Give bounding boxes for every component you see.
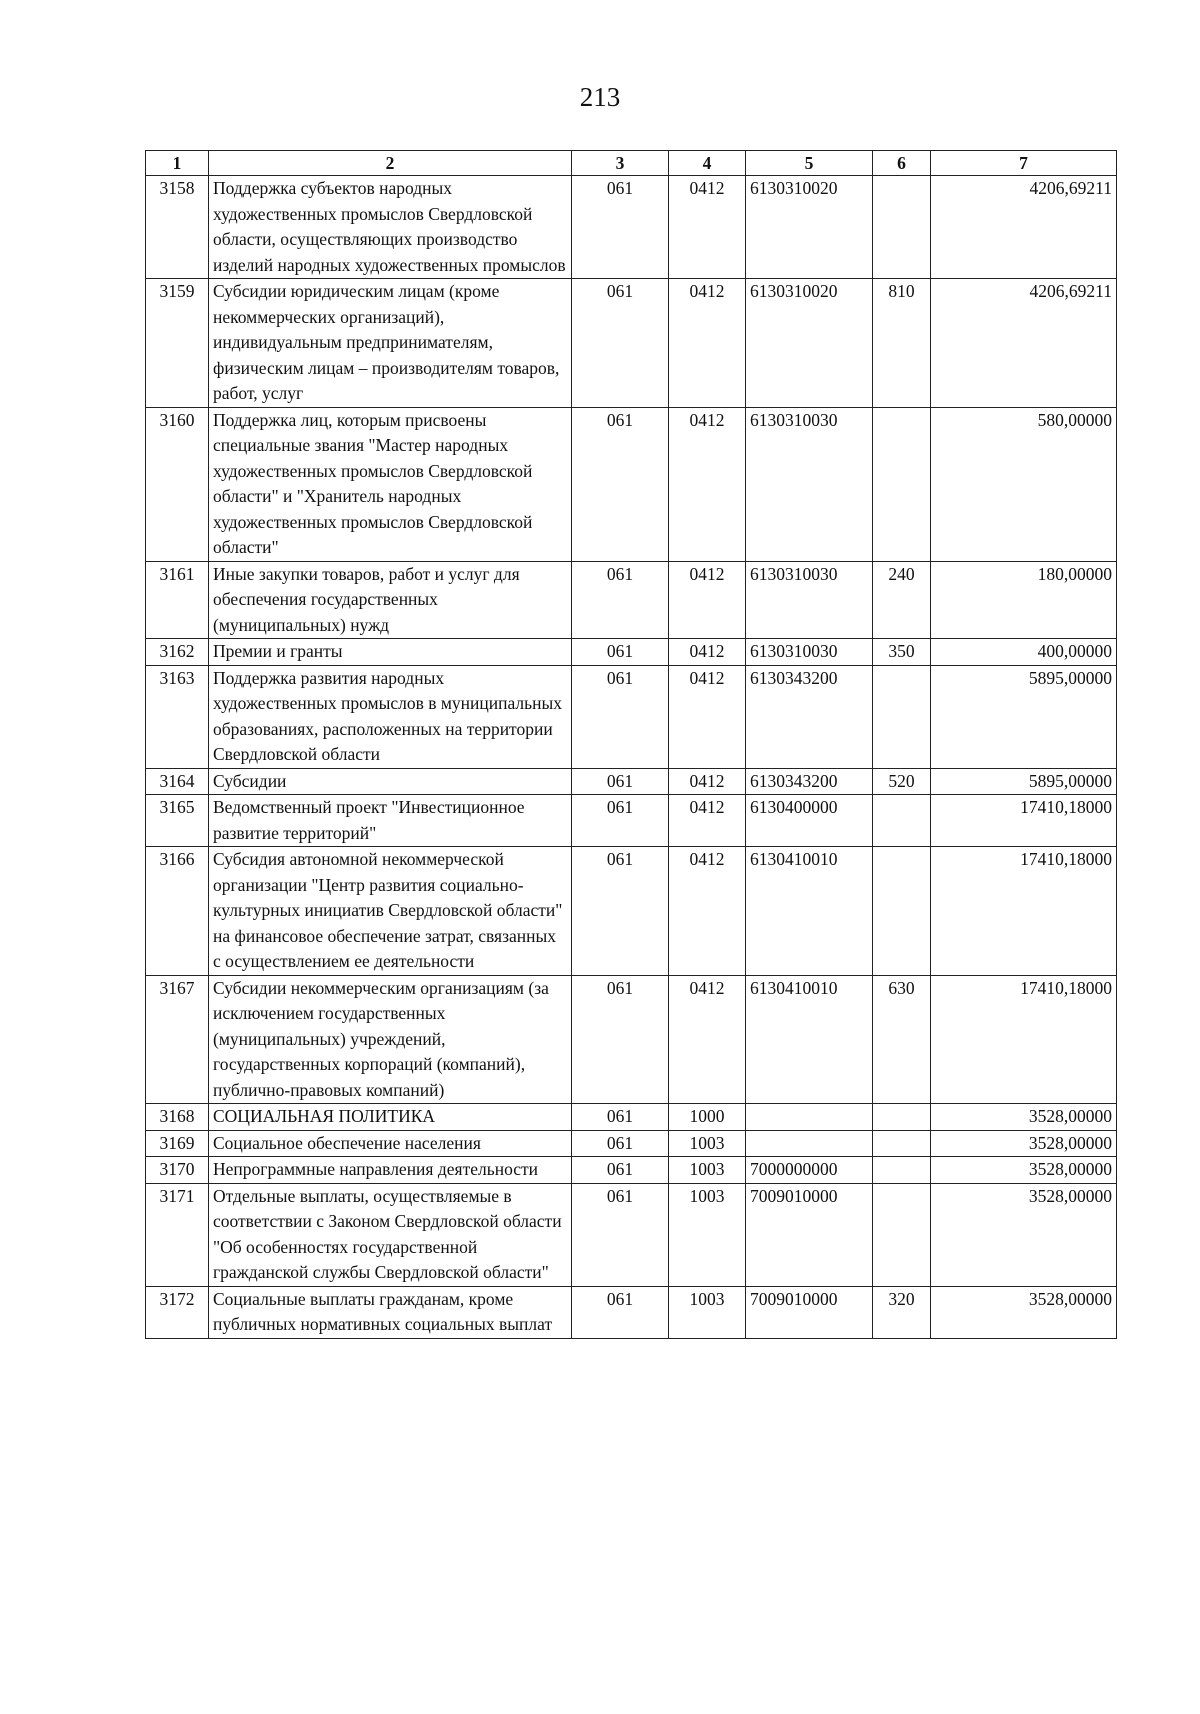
column-header: 5 (746, 151, 873, 176)
budget-table (145, 150, 1117, 1339)
row-name: Ведомственный проект "Инвестиционное развитие территорий" (209, 795, 572, 847)
row-name: Непрограммные направления деятельности (209, 1157, 572, 1184)
row-number: 3165 (146, 795, 209, 847)
table-row (146, 795, 1117, 847)
row-number: 3170 (146, 1157, 209, 1184)
table-row (146, 561, 1117, 639)
amount-value: 180,00000 (931, 561, 1117, 639)
amount-value: 17410,18000 (931, 847, 1117, 976)
expense-type-code (873, 176, 931, 279)
row-name: Поддержка субъектов народных художественных промыслов Свердловской области, осуществляющих производство изделий народных художественных промыслов (209, 176, 572, 279)
amount-value: 5895,00000 (931, 768, 1117, 795)
target-article-code: 6130343200 (746, 768, 873, 795)
section-code: 0412 (669, 975, 746, 1104)
table-row (146, 847, 1117, 976)
table-row (146, 176, 1117, 279)
target-article-code: 7000000000 (746, 1157, 873, 1184)
ministry-code: 061 (572, 561, 669, 639)
table-row (146, 1183, 1117, 1286)
column-header: 6 (873, 151, 931, 176)
expense-type-code (873, 847, 931, 976)
expense-type-code: 810 (873, 279, 931, 408)
row-number: 3161 (146, 561, 209, 639)
ministry-code: 061 (572, 176, 669, 279)
expense-type-code: 320 (873, 1286, 931, 1338)
target-article-code: 6130343200 (746, 665, 873, 768)
ministry-code: 061 (572, 1157, 669, 1184)
section-code: 0412 (669, 561, 746, 639)
target-article-code: 6130310020 (746, 176, 873, 279)
amount-value: 4206,69211 (931, 176, 1117, 279)
row-number: 3171 (146, 1183, 209, 1286)
row-number: 3159 (146, 279, 209, 408)
ministry-code: 061 (572, 279, 669, 408)
table-body (146, 176, 1117, 1339)
expense-type-code (873, 407, 931, 561)
section-code: 0412 (669, 847, 746, 976)
row-name: Поддержка развития народных художественных промыслов в муниципальных образованиях, расположенных на территории Свердловской области (209, 665, 572, 768)
table-row (146, 639, 1117, 666)
section-code: 0412 (669, 407, 746, 561)
section-code: 1003 (669, 1157, 746, 1184)
table-row (146, 279, 1117, 408)
ministry-code: 061 (572, 768, 669, 795)
ministry-code: 061 (572, 1104, 669, 1131)
page-number: 213 (579, 82, 621, 112)
expense-type-code: 350 (873, 639, 931, 666)
target-article-code: 6130400000 (746, 795, 873, 847)
expense-type-code (873, 1183, 931, 1286)
target-article-code: 6130310030 (746, 407, 873, 561)
section-code: 1003 (669, 1130, 746, 1157)
target-article-code: 6130410010 (746, 847, 873, 976)
row-number: 3169 (146, 1130, 209, 1157)
row-name: Отдельные выплаты, осуществляемые в соответствии с Законом Свердловской области "Об особенностях государственной гражданской службы Свердловской области" (209, 1183, 572, 1286)
section-code: 0412 (669, 768, 746, 795)
expense-type-code (873, 1104, 931, 1131)
table-row (146, 1130, 1117, 1157)
row-number: 3166 (146, 847, 209, 976)
table-row (146, 975, 1117, 1104)
row-name: СОЦИАЛЬНАЯ ПОЛИТИКА (209, 1104, 572, 1131)
amount-value: 3528,00000 (931, 1104, 1117, 1131)
expense-type-code (873, 1130, 931, 1157)
amount-value: 3528,00000 (931, 1286, 1117, 1338)
row-name: Социальные выплаты гражданам, кроме публичных нормативных социальных выплат (209, 1286, 572, 1338)
row-number: 3168 (146, 1104, 209, 1131)
section-code: 0412 (669, 639, 746, 666)
row-name: Субсидии некоммерческим организациям (за исключением государственных (муниципальных) учреждений, государственных корпораций (компаний), публично-правовых компаний) (209, 975, 572, 1104)
target-article-code: 7009010000 (746, 1183, 873, 1286)
column-header: 1 (146, 151, 209, 176)
row-number: 3172 (146, 1286, 209, 1338)
section-code: 0412 (669, 279, 746, 408)
row-number: 3167 (146, 975, 209, 1104)
target-article-code: 7009010000 (746, 1286, 873, 1338)
target-article-code: 6130310030 (746, 639, 873, 666)
ministry-code: 061 (572, 975, 669, 1104)
target-article-code: 6130410010 (746, 975, 873, 1104)
table-row (146, 665, 1117, 768)
expense-type-code (873, 795, 931, 847)
expense-type-code: 630 (873, 975, 931, 1104)
ministry-code: 061 (572, 1183, 669, 1286)
ministry-code: 061 (572, 407, 669, 561)
row-number: 3164 (146, 768, 209, 795)
table-row (146, 768, 1117, 795)
table-row (146, 1286, 1117, 1338)
ministry-code: 061 (572, 639, 669, 666)
ministry-code: 061 (572, 847, 669, 976)
column-header: 3 (572, 151, 669, 176)
section-code: 0412 (669, 665, 746, 768)
row-number: 3160 (146, 407, 209, 561)
row-number: 3163 (146, 665, 209, 768)
amount-value: 580,00000 (931, 407, 1117, 561)
ministry-code: 061 (572, 665, 669, 768)
table-row (146, 1157, 1117, 1184)
row-name: Субсидия автономной некоммерческой организации "Центр развития социально-культурных инициатив Свердловской области" на финансовое обеспечение затрат, связанных с осуществлением ее деятельности (209, 847, 572, 976)
amount-value: 400,00000 (931, 639, 1117, 666)
target-article-code (746, 1130, 873, 1157)
column-header: 4 (669, 151, 746, 176)
expense-type-code: 520 (873, 768, 931, 795)
section-code: 0412 (669, 795, 746, 847)
row-name: Социальное обеспечение населения (209, 1130, 572, 1157)
table-row (146, 1104, 1117, 1131)
section-code: 1003 (669, 1183, 746, 1286)
amount-value: 17410,18000 (931, 975, 1117, 1104)
ministry-code: 061 (572, 1130, 669, 1157)
amount-value: 5895,00000 (931, 665, 1117, 768)
row-number: 3162 (146, 639, 209, 666)
row-name: Премии и гранты (209, 639, 572, 666)
target-article-code: 6130310020 (746, 279, 873, 408)
expense-type-code: 240 (873, 561, 931, 639)
column-header: 7 (931, 151, 1117, 176)
amount-value: 3528,00000 (931, 1183, 1117, 1286)
ministry-code: 061 (572, 795, 669, 847)
amount-value: 4206,69211 (931, 279, 1117, 408)
expense-type-code (873, 1157, 931, 1184)
ministry-code: 061 (572, 1286, 669, 1338)
table-row (146, 407, 1117, 561)
section-code: 0412 (669, 176, 746, 279)
target-article-code (746, 1104, 873, 1131)
amount-value: 17410,18000 (931, 795, 1117, 847)
amount-value: 3528,00000 (931, 1157, 1117, 1184)
row-number: 3158 (146, 176, 209, 279)
row-name: Субсидии (209, 768, 572, 795)
section-code: 1003 (669, 1286, 746, 1338)
target-article-code: 6130310030 (746, 561, 873, 639)
row-name: Иные закупки товаров, работ и услуг для обеспечения государственных (муниципальных) нужд (209, 561, 572, 639)
row-name: Субсидии юридическим лицам (кроме некоммерческих организаций), индивидуальным предпринимателям, физическим лицам – производителям товаров, работ, услуг (209, 279, 572, 408)
expense-type-code (873, 665, 931, 768)
row-name: Поддержка лиц, которым присвоены специальные звания "Мастер народных художественных промыслов Свердловской области" и "Хранитель народных художественных промыслов Свердловской области" (209, 407, 572, 561)
section-code: 1000 (669, 1104, 746, 1131)
table-header-row (146, 151, 1117, 176)
amount-value: 3528,00000 (931, 1130, 1117, 1157)
column-header: 2 (209, 151, 572, 176)
